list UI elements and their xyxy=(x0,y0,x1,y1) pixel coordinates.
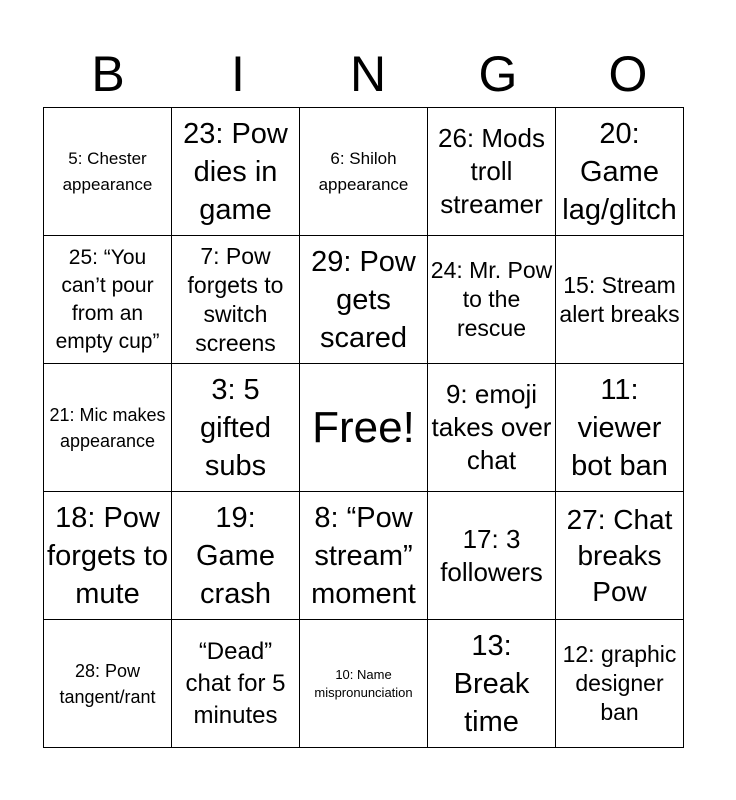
bingo-row-5 xyxy=(44,620,684,748)
bingo-cell[interactable]: 7: Pow forgets to switch screens xyxy=(172,236,300,364)
bingo-cell[interactable]: 28: Pow tangent/rant xyxy=(44,620,172,748)
bingo-cell[interactable]: 15: Stream alert breaks xyxy=(556,236,684,364)
bingo-cell[interactable]: 26: Mods troll streamer xyxy=(428,108,556,236)
bingo-cell[interactable]: 18: Pow forgets to mute xyxy=(44,492,172,620)
header-letter-o: O xyxy=(608,46,648,102)
header-letter-g: G xyxy=(478,46,518,102)
bingo-cell[interactable]: 17: 3 followers xyxy=(428,492,556,620)
bingo-cell[interactable]: 24: Mr. Pow to the rescue xyxy=(428,236,556,364)
bingo-cell[interactable]: 8: “Pow stream” moment xyxy=(300,492,428,620)
bingo-cell[interactable]: 5: Chester appearance xyxy=(44,108,172,236)
bingo-cell[interactable]: 20: Game lag/glitch xyxy=(556,108,684,236)
bingo-cell[interactable]: 10: Name mispronunciation xyxy=(300,620,428,748)
bingo-row-3 xyxy=(44,364,684,492)
bingo-cell[interactable]: 6: Shiloh appearance xyxy=(300,108,428,236)
bingo-cell[interactable]: 29: Pow gets scared xyxy=(300,236,428,364)
bingo-row-4 xyxy=(44,492,684,620)
bingo-cell[interactable]: “Dead” chat for 5 minutes xyxy=(172,620,300,748)
bingo-cell[interactable]: 21: Mic makes appearance xyxy=(44,364,172,492)
bingo-card xyxy=(43,107,684,748)
bingo-cell[interactable]: 13: Break time xyxy=(428,620,556,748)
bingo-row-2 xyxy=(44,236,684,364)
header-letter-b: B xyxy=(91,46,125,102)
bingo-row-1 xyxy=(44,108,684,236)
free-space[interactable]: Free! xyxy=(300,364,428,492)
header-letter-i: I xyxy=(231,46,245,102)
bingo-cell[interactable]: 25: “You can’t pour from an empty cup” xyxy=(44,236,172,364)
bingo-cell[interactable]: 9: emoji takes over chat xyxy=(428,364,556,492)
header-letter-n: N xyxy=(349,46,387,102)
bingo-cell[interactable]: 23: Pow dies in game xyxy=(172,108,300,236)
bingo-header xyxy=(43,42,693,106)
bingo-cell[interactable]: 11: viewer bot ban xyxy=(556,364,684,492)
bingo-cell[interactable]: 3: 5 gifted subs xyxy=(172,364,300,492)
bingo-cell[interactable]: 19: Game crash xyxy=(172,492,300,620)
bingo-cell[interactable]: 12: graphic designer ban xyxy=(556,620,684,748)
bingo-cell[interactable]: 27: Chat breaks Pow xyxy=(556,492,684,620)
